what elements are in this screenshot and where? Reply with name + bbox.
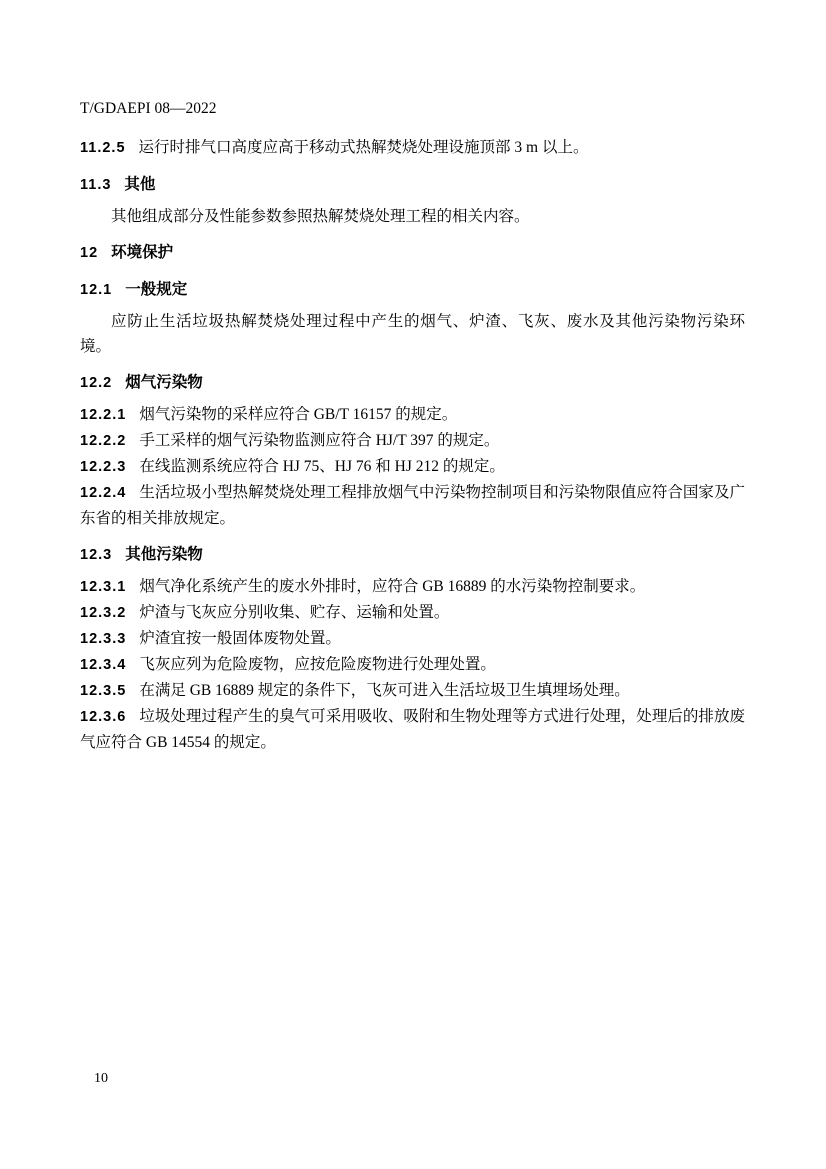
clause-number: 12.3.6 — [80, 709, 127, 725]
heading-number: 12 — [80, 245, 99, 261]
section-heading-11-3 — [80, 172, 745, 198]
clause-text: 炉渣宜按一般固体废物处置。 — [139, 630, 341, 647]
clause-text: 在线监测系统应符合 HJ 75、HJ 76 和 HJ 212 的规定。 — [139, 458, 505, 475]
clause-text: 烟气污染物的采样应符合 GB/T 16157 的规定。 — [139, 406, 458, 423]
clause-number: 12.3.1 — [80, 579, 127, 595]
clause-text: 飞灰应列为危险废物，应按危险废物进行处理处置。 — [139, 656, 496, 673]
clause-12-2-4 — [80, 480, 745, 531]
clause-12-3-2 — [80, 600, 745, 626]
clause-12-3-6 — [80, 704, 745, 755]
clause-number: 12.2.2 — [80, 433, 127, 449]
clause-text: 在满足 GB 16889 规定的条件下，飞灰可进入生活垃圾卫生填埋场处理。 — [139, 682, 630, 699]
clause-text: 炉渣与飞灰应分别收集、贮存、运输和处置。 — [139, 604, 450, 621]
clause-number: 12.2.4 — [80, 485, 127, 501]
clause-text: 手工采样的烟气污染物监测应符合 HJ/T 397 的规定。 — [139, 432, 500, 449]
page-content — [80, 96, 745, 755]
clause-11-2-5 — [80, 135, 745, 161]
heading-number: 12.2 — [80, 375, 113, 391]
heading-number: 11.3 — [80, 177, 112, 193]
clause-text: 垃圾处理过程产生的臭气可采用吸收、吸附和生物处理等方式进行处理，处理后的排放废气应符合 GB 14554 的规定。 — [80, 708, 745, 751]
section-heading-12-1 — [80, 277, 745, 303]
heading-text: 其他 — [124, 176, 156, 193]
heading-text: 环境保护 — [111, 244, 174, 261]
heading-text: 一般规定 — [125, 281, 188, 298]
clause-12-2-1 — [80, 402, 745, 428]
clause-12-2-3 — [80, 454, 745, 480]
clause-12-2-2 — [80, 428, 745, 454]
running-header: T/GDAEPI 08—2022 — [80, 100, 217, 117]
clause-number: 12.3.4 — [80, 657, 127, 673]
clause-number: 11.2.5 — [80, 140, 126, 156]
clause-12-3-4 — [80, 652, 745, 678]
heading-text: 其他污染物 — [125, 546, 203, 563]
clause-number: 12.2.1 — [80, 407, 127, 423]
section-heading-12-2 — [80, 370, 745, 396]
section-heading-12-3 — [80, 542, 745, 568]
heading-number: 12.3 — [80, 547, 113, 563]
clause-number: 12.2.3 — [80, 459, 127, 475]
clause-number: 12.3.5 — [80, 683, 127, 699]
clause-12-3-1 — [80, 574, 745, 600]
clause-text: 烟气净化系统产生的废水外排时，应符合 GB 16889 的水污染物控制要求。 — [139, 578, 646, 595]
clause-12-3-5 — [80, 678, 745, 704]
clause-12-3-3 — [80, 626, 745, 652]
clause-number: 12.3.2 — [80, 605, 127, 621]
clause-text: 生活垃圾小型热解焚烧处理工程排放烟气中污染物控制项目和污染物限值应符合国家及广东省的相关排放规定。 — [80, 484, 745, 527]
clause-text: 运行时排气口高度应高于移动式热解焚烧处理设施顶部 3 m 以上。 — [138, 139, 589, 156]
heading-text: 烟气污染物 — [125, 374, 203, 391]
clause-number: 12.3.3 — [80, 631, 127, 647]
section-heading-12 — [80, 240, 745, 266]
heading-number: 12.1 — [80, 282, 113, 298]
paragraph: 其他组成部分及性能参数参照热解焚烧处理工程的相关内容。 — [111, 208, 530, 225]
page-number: 10 — [94, 1071, 108, 1086]
paragraph: 应防止生活垃圾热解焚烧处理过程中产生的烟气、炉渣、飞灰、废水及其他污染物污染环境。 — [80, 313, 745, 355]
